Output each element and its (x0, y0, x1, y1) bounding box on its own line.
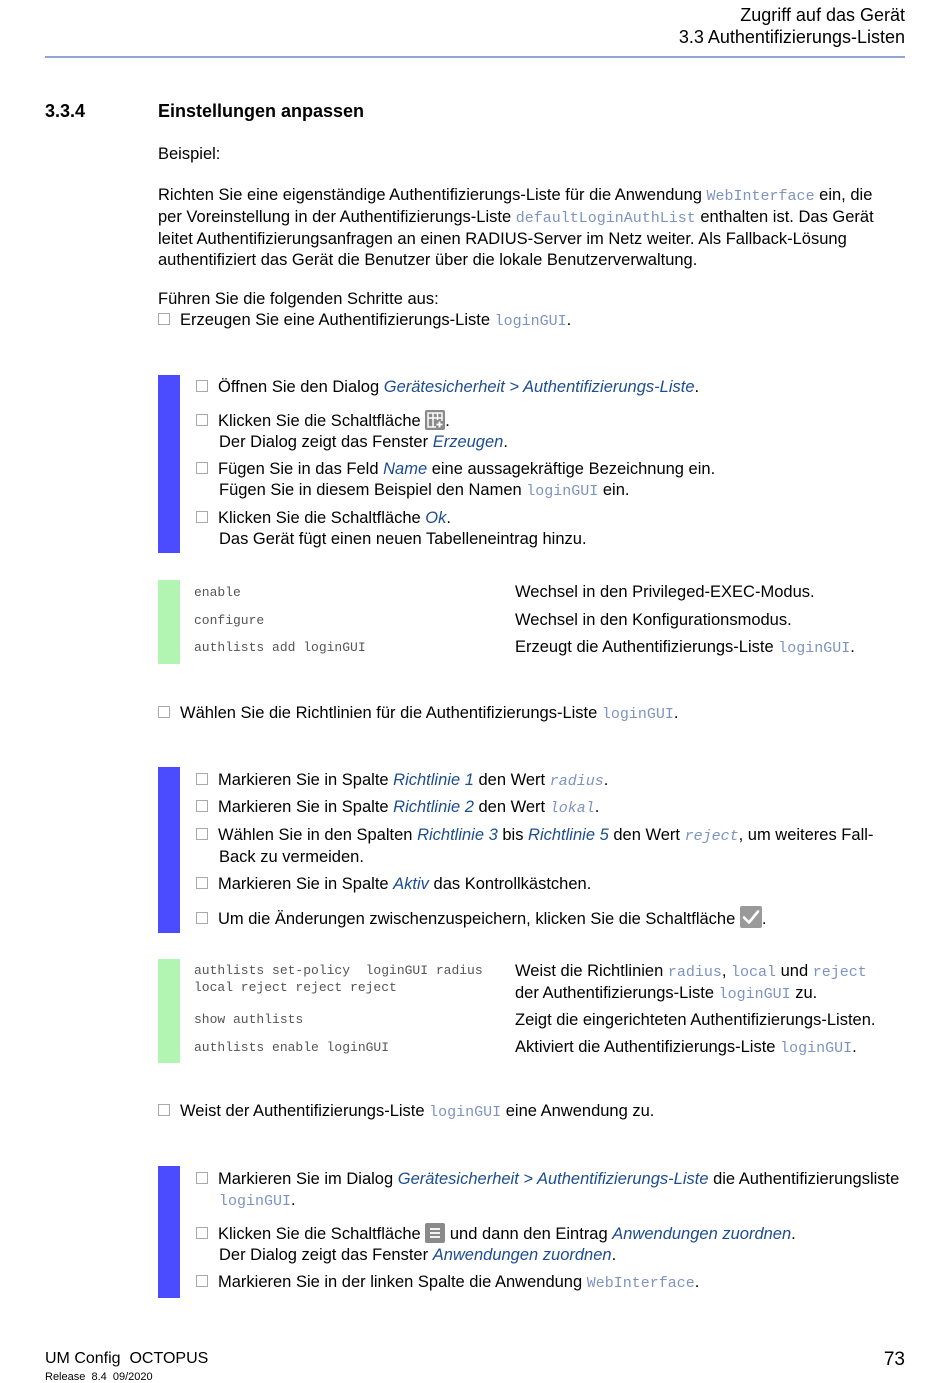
cli-command: configure (194, 613, 265, 628)
menu-icon (425, 1223, 445, 1243)
step-click-ok: Klicken Sie die Schaltfläche Ok. Das Gerät fügt einen neuen Tabelleneintrag hinzu. (196, 508, 906, 550)
cli-command: show authlists (194, 1012, 304, 1027)
step-active: Markieren Sie in Spalte Aktiv das Kontrollkästchen. (196, 874, 906, 895)
cli-description: Wechsel in den Privileged-EXEC-Modus. (515, 583, 815, 601)
code-defaultloginauthlist: defaultLoginAuthList (515, 210, 696, 227)
cli-bar (158, 959, 180, 1063)
step-checkbox (196, 414, 208, 426)
gui-steps-bar (158, 375, 180, 553)
cli-description: Wechsel in den Konfigurationsmodus. (515, 611, 792, 629)
header-rule (45, 56, 905, 58)
example-label: Beispiel: (158, 145, 221, 163)
intro-paragraph: Richten Sie eine eigenständige Authentifizierungs-Liste für die Anwendung WebInterface ein, die per Voreinstellung in der Authentifizierungs-Liste defaultLoginAuthList enthalten ist. Das Gerät leitet Authentifizierungsanfragen an einen RADIUS-Server im Netz weiter. Als Fallback-Lösung authentifiziert das Gerät die Benutzer über die lokale Benutzerverwaltung. (158, 186, 874, 269)
steps-intro: Führen Sie die folgenden Schritte aus: (158, 290, 439, 308)
checkmark-save-icon (740, 906, 762, 928)
section-title: Einstellungen anpassen (158, 101, 365, 121)
code-webinterface: WebInterface (706, 188, 815, 205)
step-checkbox (196, 828, 208, 840)
cli-command: enable (194, 585, 241, 600)
gui-steps-bar (158, 767, 180, 933)
cli-command: authlists set-policy loginGUI radius local reject reject reject (194, 963, 483, 995)
step-click-create: Klicken Sie die Schaltfläche . Der Dialog zeigt das Fenster Erzeugen. (196, 410, 906, 453)
step-checkbox (196, 800, 208, 812)
cli-description: Zeigt die eingerichteten Authentifizierungs-Listen. (515, 1011, 876, 1029)
step-policy-2: Markieren Sie in Spalte Richtlinie 2 den Wert lokal. (196, 797, 906, 819)
step-enter-name: Fügen Sie in das Feld Name eine aussagekräftige Bezeichnung ein. Fügen Sie in diesem Beispiel den Namen loginGUI ein. (196, 459, 906, 502)
task-checkbox (158, 1104, 170, 1116)
running-header-chapter: Zugriff auf das Gerät (740, 5, 905, 25)
cli-command: authlists enable loginGUI (194, 1040, 390, 1055)
create-table-icon (425, 410, 445, 430)
step-checkbox (196, 877, 208, 889)
section-number: 3.3.4 (45, 101, 86, 121)
cli-command: authlists add loginGUI (194, 640, 366, 655)
step-policy-1: Markieren Sie in Spalte Richtlinie 1 den Wert radius. (196, 770, 906, 792)
step-checkbox (196, 511, 208, 523)
task-assign-application: Weist der Authentifizierungs-Liste loginGUI eine Anwendung zu. (158, 1101, 908, 1123)
step-select-webinterface: Markieren Sie in der linken Spalte die Anwendung WebInterface. (196, 1272, 906, 1294)
step-checkbox (196, 773, 208, 785)
task-checkbox (158, 706, 170, 718)
task-select-policies: Wählen Sie die Richtlinien für die Authentifizierungs-Liste loginGUI. (158, 703, 908, 725)
page-number: 73 (883, 1349, 905, 1370)
step-checkbox (196, 1172, 208, 1184)
gui-steps-bar (158, 1166, 180, 1298)
step-checkbox (196, 462, 208, 474)
step-checkbox (196, 912, 208, 924)
cli-description: Weist die Richtlinien radius, local und reject der Authentifizierungs-Liste loginGUI zu. (515, 962, 867, 1003)
step-select-list: Markieren Sie im Dialog Gerätesicherheit > Authentifizierungs-Liste die Authentifizierungsliste loginGUI. (196, 1169, 906, 1212)
footer-manual-title: UM Config OCTOPUS (45, 1350, 209, 1367)
menu-path: Gerätesicherheit > Authentifizierungs-Liste (383, 378, 695, 396)
step-policy-3-5: Wählen Sie in den Spalten Richtlinie 3 bis Richtlinie 5 den Wert reject, um weiteres Fall- Back zu vermeiden. (196, 825, 906, 868)
task-create-list: Erzeugen Sie eine Authentifizierungs-Liste loginGUI. (158, 310, 908, 332)
footer-release: Release 8.4 09/2020 (45, 1371, 153, 1383)
cli-description: Aktiviert die Authentifizierungs-Liste loginGUI. (515, 1038, 857, 1057)
running-header-section: 3.3 Authentifizierungs-Listen (678, 27, 905, 47)
step-checkbox (196, 1227, 208, 1239)
step-checkbox (196, 1275, 208, 1287)
step-open-dialog: Öffnen Sie den Dialog Gerätesicherheit > Authentifizierungs-Liste. (196, 377, 906, 398)
step-assign-apps: Klicken Sie die Schaltfläche und dann den Eintrag Anwendungen zuordnen. Der Dialog zeigt das Fenster Anwendungen zuordnen. (196, 1223, 906, 1266)
task-checkbox (158, 313, 170, 325)
cli-bar (158, 580, 180, 664)
step-checkbox (196, 380, 208, 392)
cli-description: Erzeugt die Authentifizierungs-Liste loginGUI. (515, 638, 855, 657)
step-save: Um die Änderungen zwischenzuspeichern, klicken Sie die Schaltfläche . (196, 906, 906, 930)
